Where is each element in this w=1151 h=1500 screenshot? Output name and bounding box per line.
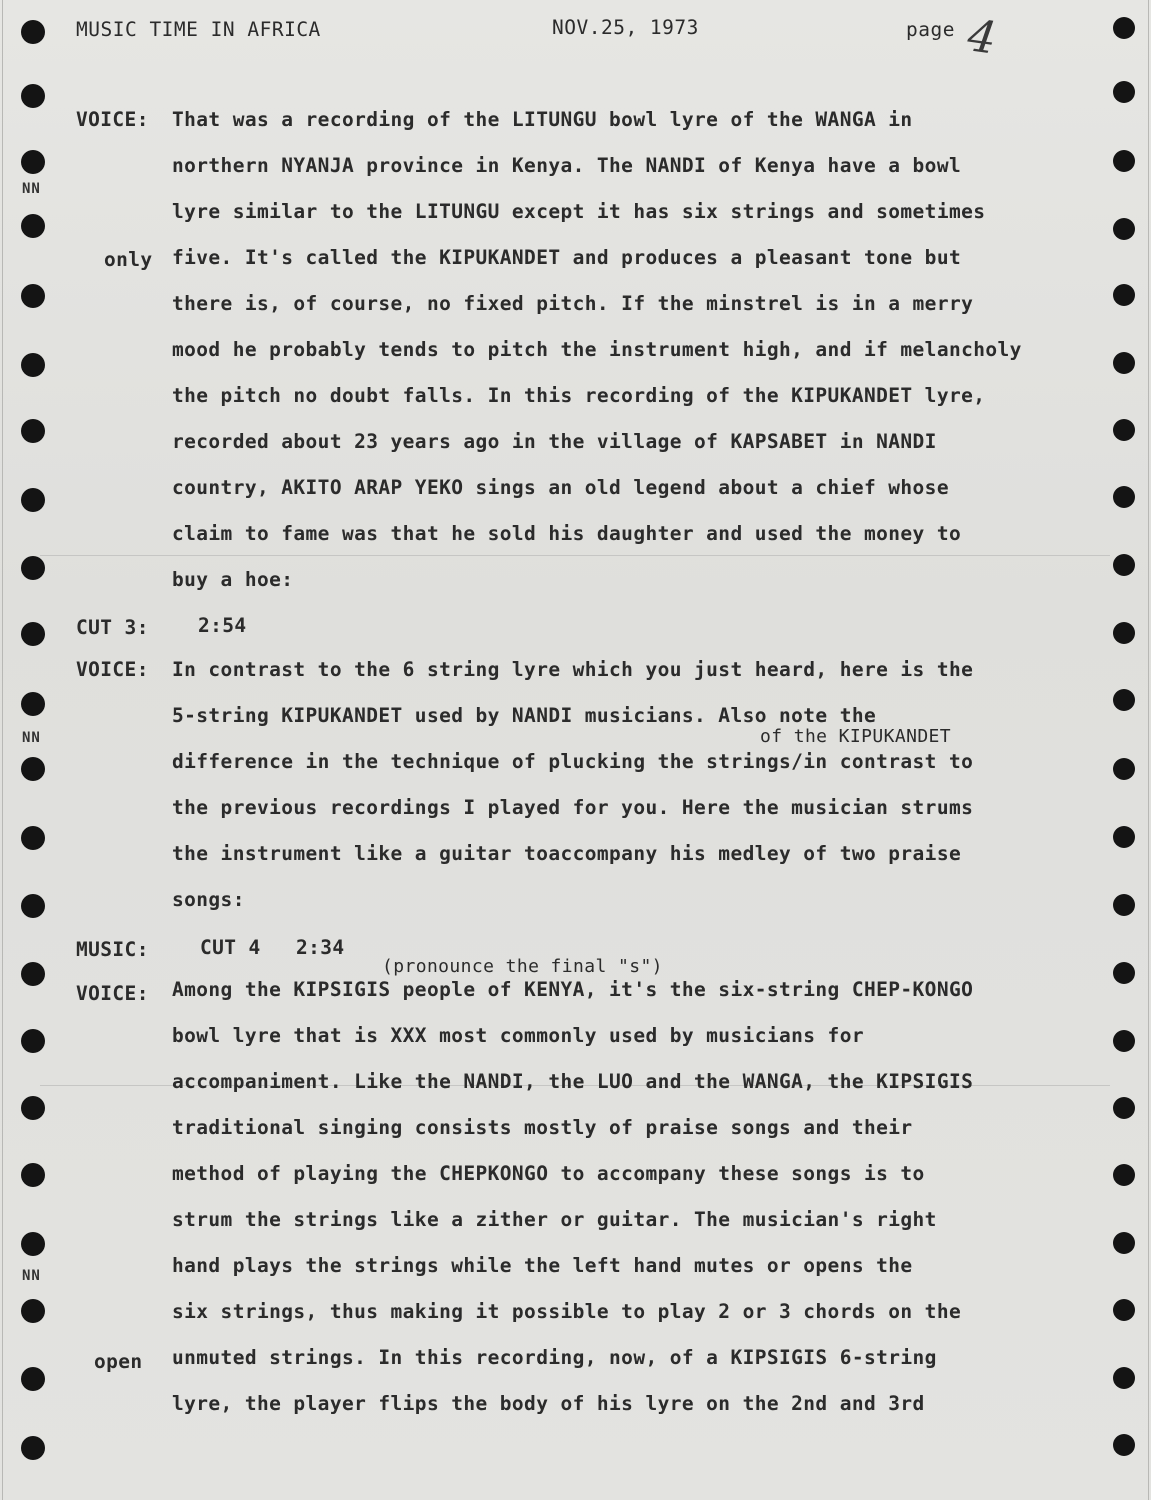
perforation-hole: [21, 488, 45, 512]
margin-note: only: [104, 248, 153, 271]
perforation-hole: [1113, 284, 1135, 306]
perforation-hole: [1113, 554, 1135, 576]
perforation-hole: [21, 1096, 45, 1120]
perforation-hole: [21, 1436, 45, 1460]
script-line: In contrast to the 6 string lyre which you just heard, here is the: [172, 658, 974, 681]
script-line: That was a recording of the LITUNGU bowl lyre of the WANGA in: [172, 108, 913, 131]
script-line: the pitch no doubt falls. In this recording of the KIPUKANDET lyre,: [172, 384, 986, 407]
perforation-hole: [1113, 962, 1135, 984]
paper-edge-left: [2, 0, 3, 1500]
perforation-hole: [1113, 1097, 1135, 1119]
program-title: MUSIC TIME IN AFRICA: [76, 18, 321, 41]
perforation-hole: [1113, 81, 1135, 103]
perforation-hole: [21, 214, 45, 238]
cut-label: CUT 3:: [76, 616, 149, 639]
script-line: claim to fame was that he sold his daughter and used the money to: [172, 522, 962, 545]
perforation-hole: [21, 692, 45, 716]
perforation-hole: [21, 1163, 45, 1187]
script-line: mood he probably tends to pitch the instrument high, and if melancholy: [172, 338, 1022, 361]
page-label: page: [906, 18, 955, 41]
script-line: accompaniment. Like the NANDI, the LUO and the WANGA, the KIPSIGIS: [172, 1070, 974, 1093]
script-line: northern NYANJA province in Kenya. The NANDI of Kenya have a bowl: [172, 154, 962, 177]
perforation-hole: [1113, 218, 1135, 240]
perforation-hole: [21, 826, 45, 850]
script-line: lyre similar to the LITUNGU except it has six strings and sometimes: [172, 200, 986, 223]
perforation-hole: [1113, 1030, 1135, 1052]
script-line: Among the KIPSIGIS people of KENYA, it's the six-string CHEP-KONGO: [172, 978, 974, 1001]
perforation-hole: [21, 622, 45, 646]
perforation-hole: [21, 1299, 45, 1323]
perforation-hole: [1113, 17, 1135, 39]
script-line: the previous recordings I played for you. Here the musician strums: [172, 796, 974, 819]
perforation-hole: [1113, 1434, 1135, 1456]
script-line: traditional singing consists mostly of praise songs and their: [172, 1116, 913, 1139]
script-line: recorded about 23 years ago in the village of KAPSABET in NANDI: [172, 430, 937, 453]
perforation-hole: [1113, 894, 1135, 916]
pronunciation-note: (pronounce the final "s"): [382, 956, 663, 977]
margin-mark: NN: [22, 181, 41, 197]
perforation-hole: [1113, 419, 1135, 441]
script-line: method of playing the CHEPKONGO to accompany these songs is to: [172, 1162, 925, 1185]
perforation-hole: [21, 419, 45, 443]
paper-edge-right: [1148, 0, 1149, 1500]
music-label: MUSIC:: [76, 938, 149, 961]
perforation-hole: [1113, 1164, 1135, 1186]
perforation-hole: [21, 84, 45, 108]
perforation-hole: [21, 353, 45, 377]
cut-duration: 2:34: [296, 936, 345, 959]
fold-crease: [40, 555, 1110, 556]
perforation-hole: [21, 20, 45, 44]
interlinear-insert: of the KIPUKANDET: [760, 726, 952, 747]
script-line: songs:: [172, 888, 245, 911]
perforation-hole: [1113, 150, 1135, 172]
margin-mark: NN: [22, 730, 41, 746]
margin-note: open: [94, 1350, 143, 1373]
perforation-hole: [21, 1367, 45, 1391]
speaker-label-voice: VOICE:: [76, 982, 149, 1005]
cut-label: CUT 4: [200, 936, 261, 959]
perforation-hole: [21, 1029, 45, 1053]
broadcast-date: NOV.25, 1973: [552, 16, 699, 39]
script-line: difference in the technique of plucking the strings/in contrast to: [172, 750, 974, 773]
perforation-hole: [1113, 1232, 1135, 1254]
perforation-hole: [1113, 352, 1135, 374]
margin-mark: NN: [22, 1268, 41, 1284]
script-line: buy a hoe:: [172, 568, 294, 591]
perforation-hole: [21, 556, 45, 580]
script-line: the instrument like a guitar toaccompany his medley of two praise: [172, 842, 962, 865]
perforation-hole: [21, 757, 45, 781]
perforation-hole: [1113, 486, 1135, 508]
perforation-hole: [1113, 826, 1135, 848]
perforation-hole: [21, 150, 45, 174]
perforation-hole: [21, 962, 45, 986]
speaker-label-voice: VOICE:: [76, 658, 149, 681]
perforation-hole: [21, 284, 45, 308]
cut-duration: 2:54: [198, 614, 247, 637]
script-line: strum the strings like a zither or guitar. The musician's right: [172, 1208, 937, 1231]
perforation-hole: [21, 894, 45, 918]
perforation-hole: [1113, 689, 1135, 711]
script-line: six strings, thus making it possible to play 2 or 3 chords on the: [172, 1300, 962, 1323]
perforation-hole: [1113, 622, 1135, 644]
handwritten-page-number: 4: [964, 10, 1000, 65]
script-line: bowl lyre that is XXX most commonly used by musicians for: [172, 1024, 864, 1047]
script-line: unmuted strings. In this recording, now, of a KIPSIGIS 6-string: [172, 1346, 937, 1369]
speaker-label-voice: VOICE:: [76, 108, 149, 131]
perforation-hole: [21, 1232, 45, 1256]
perforation-hole: [1113, 1367, 1135, 1389]
script-line: country, AKITO ARAP YEKO sings an old legend about a chief whose: [172, 476, 949, 499]
perforation-hole: [1113, 1299, 1135, 1321]
script-line: there is, of course, no fixed pitch. If the minstrel is in a merry: [172, 292, 974, 315]
perforation-hole: [1113, 758, 1135, 780]
script-line: 5-string KIPUKANDET used by NANDI musicians. Also note the: [172, 704, 877, 727]
script-line: lyre, the player flips the body of his lyre on the 2nd and 3rd: [172, 1392, 925, 1415]
script-line: hand plays the strings while the left hand mutes or opens the: [172, 1254, 913, 1277]
script-line: five. It's called the KIPUKANDET and produces a pleasant tone but: [172, 246, 962, 269]
